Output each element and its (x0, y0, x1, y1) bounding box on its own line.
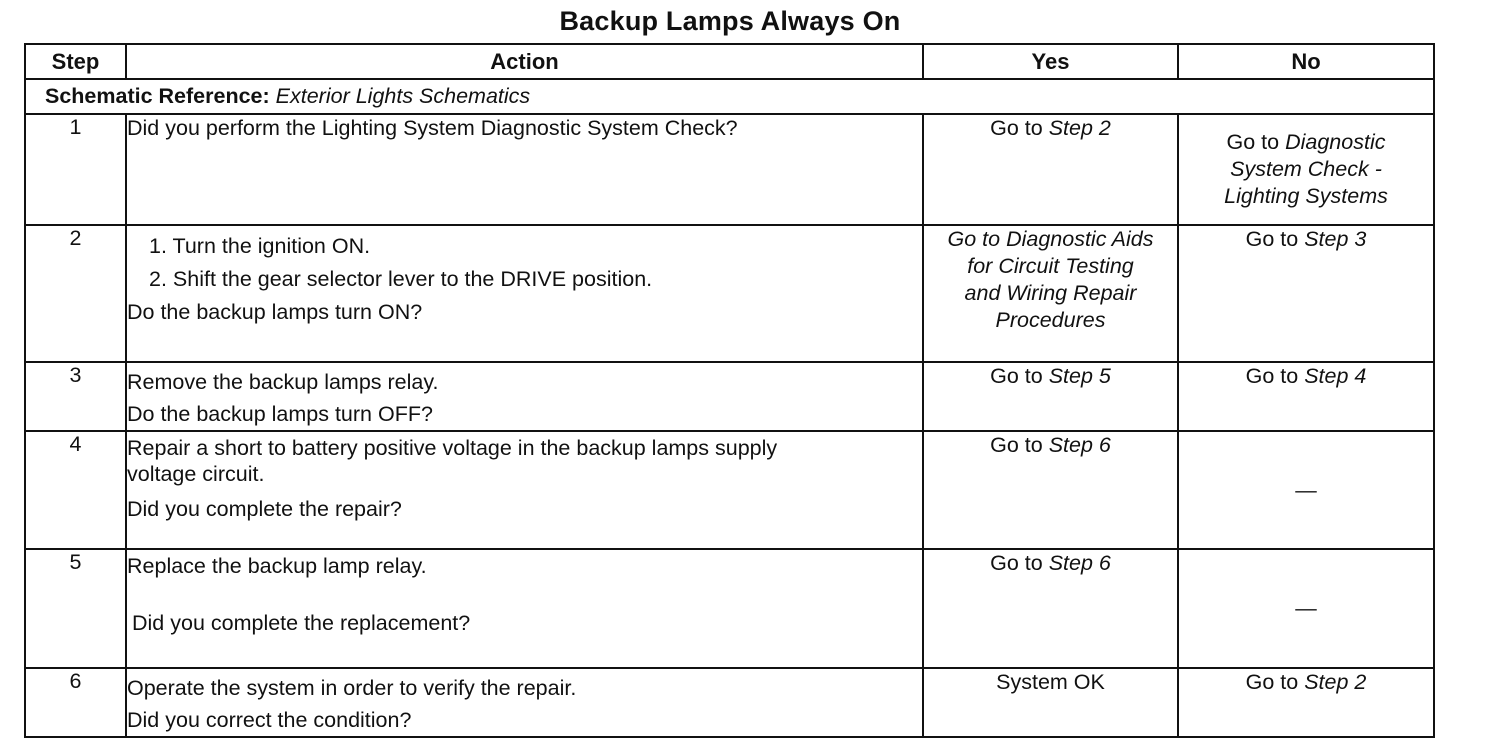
action-question: Did you correct the condition? (127, 708, 412, 732)
yes-cell (923, 114, 1178, 225)
no-cell (1178, 431, 1434, 549)
action-cell (126, 114, 923, 225)
yes-step-link[interactable]: Step 2 (1048, 116, 1111, 140)
yes-prefix: Go to (990, 551, 1043, 575)
yes-link-line4[interactable]: Procedures (995, 308, 1106, 332)
yes-prefix: Go to (990, 433, 1043, 457)
header-step: Step (25, 44, 126, 79)
yes-prefix: Go to (990, 116, 1043, 140)
yes-cell (923, 668, 1178, 737)
no-cell (1178, 114, 1434, 225)
yes-step-link[interactable]: Step 6 (1048, 433, 1111, 457)
table-row (25, 114, 1434, 225)
no-cell (1178, 362, 1434, 431)
table-row (25, 668, 1434, 737)
step-number: 6 (25, 668, 126, 737)
action-instruction-cont: voltage circuit. (127, 462, 265, 486)
page-title: Backup Lamps Always On (559, 6, 901, 36)
no-step-link[interactable]: Step 2 (1304, 670, 1367, 694)
action-cell (126, 362, 923, 431)
diagnostic-table (24, 43, 1435, 738)
no-dash: — (1295, 596, 1317, 620)
table-row (25, 362, 1434, 431)
header-row (25, 44, 1434, 79)
step-number: 5 (25, 549, 126, 668)
action-question: Did you complete the replacement? (132, 611, 471, 635)
schematic-link[interactable]: Exterior Lights Schematics (275, 84, 531, 108)
no-link-line2[interactable]: System Check - (1230, 157, 1382, 181)
table-row (25, 431, 1434, 549)
schematic-row (25, 79, 1434, 114)
no-cell (1178, 225, 1434, 362)
no-cell (1178, 668, 1434, 737)
schematic-label: Schematic Reference: (45, 84, 270, 108)
no-cell (1178, 549, 1434, 668)
no-prefix: Go to (1245, 670, 1299, 694)
yes-cell (923, 431, 1178, 549)
yes-link-line1[interactable]: Go to Diagnostic Aids (947, 227, 1154, 251)
action-instruction: Replace the backup lamp relay. (127, 554, 427, 578)
table-row (25, 225, 1434, 362)
step-number: 3 (25, 362, 126, 431)
header-yes: Yes (923, 44, 1178, 79)
no-step-link[interactable]: Step 4 (1304, 364, 1367, 388)
no-prefix: Go to (1245, 364, 1299, 388)
action-instruction: Operate the system in order to verify the repair. (127, 676, 577, 700)
step-number: 2 (25, 225, 126, 362)
no-dash: — (1295, 477, 1317, 502)
yes-step-link[interactable]: Step 6 (1048, 551, 1111, 575)
yes-link-line3[interactable]: and Wiring Repair (964, 281, 1137, 305)
table-row (25, 549, 1434, 668)
step-number: 4 (25, 431, 126, 549)
yes-step-link[interactable]: Step 5 (1048, 364, 1111, 388)
schematic-reference (25, 79, 1434, 114)
no-link-line3[interactable]: Lighting Systems (1224, 184, 1388, 208)
header-action: Action (126, 44, 923, 79)
yes-cell (923, 225, 1178, 362)
action-cell (126, 549, 923, 668)
action-question: Do the backup lamps turn OFF? (127, 402, 433, 426)
no-step-link[interactable]: Step 3 (1304, 227, 1367, 251)
yes-cell (923, 362, 1178, 431)
no-prefix: Go to (1245, 227, 1299, 251)
action-question: Did you complete the repair? (127, 497, 402, 521)
step-number: 1 (25, 114, 126, 225)
action-question: Did you perform the Lighting System Diagnostic System Check? (127, 116, 738, 140)
action-cell (126, 668, 923, 737)
action-instruction: Repair a short to battery positive voltage in the backup lamps supply (127, 436, 778, 460)
header-no: No (1178, 44, 1434, 79)
action-question: Do the backup lamps turn ON? (127, 300, 423, 324)
action-cell (126, 225, 923, 362)
action-list-item: 1. Turn the ignition ON. (149, 234, 371, 258)
action-cell (126, 431, 923, 549)
no-prefix: Go to (1226, 130, 1280, 154)
action-list-item: 2. Shift the gear selector lever to the DRIVE position. (149, 267, 653, 291)
yes-text: System OK (996, 670, 1105, 694)
action-instruction: Remove the backup lamps relay. (127, 370, 439, 394)
no-link[interactable]: Diagnostic (1285, 130, 1386, 154)
yes-link-line2[interactable]: for Circuit Testing (967, 254, 1134, 278)
yes-prefix: Go to (990, 364, 1043, 388)
yes-cell (923, 549, 1178, 668)
